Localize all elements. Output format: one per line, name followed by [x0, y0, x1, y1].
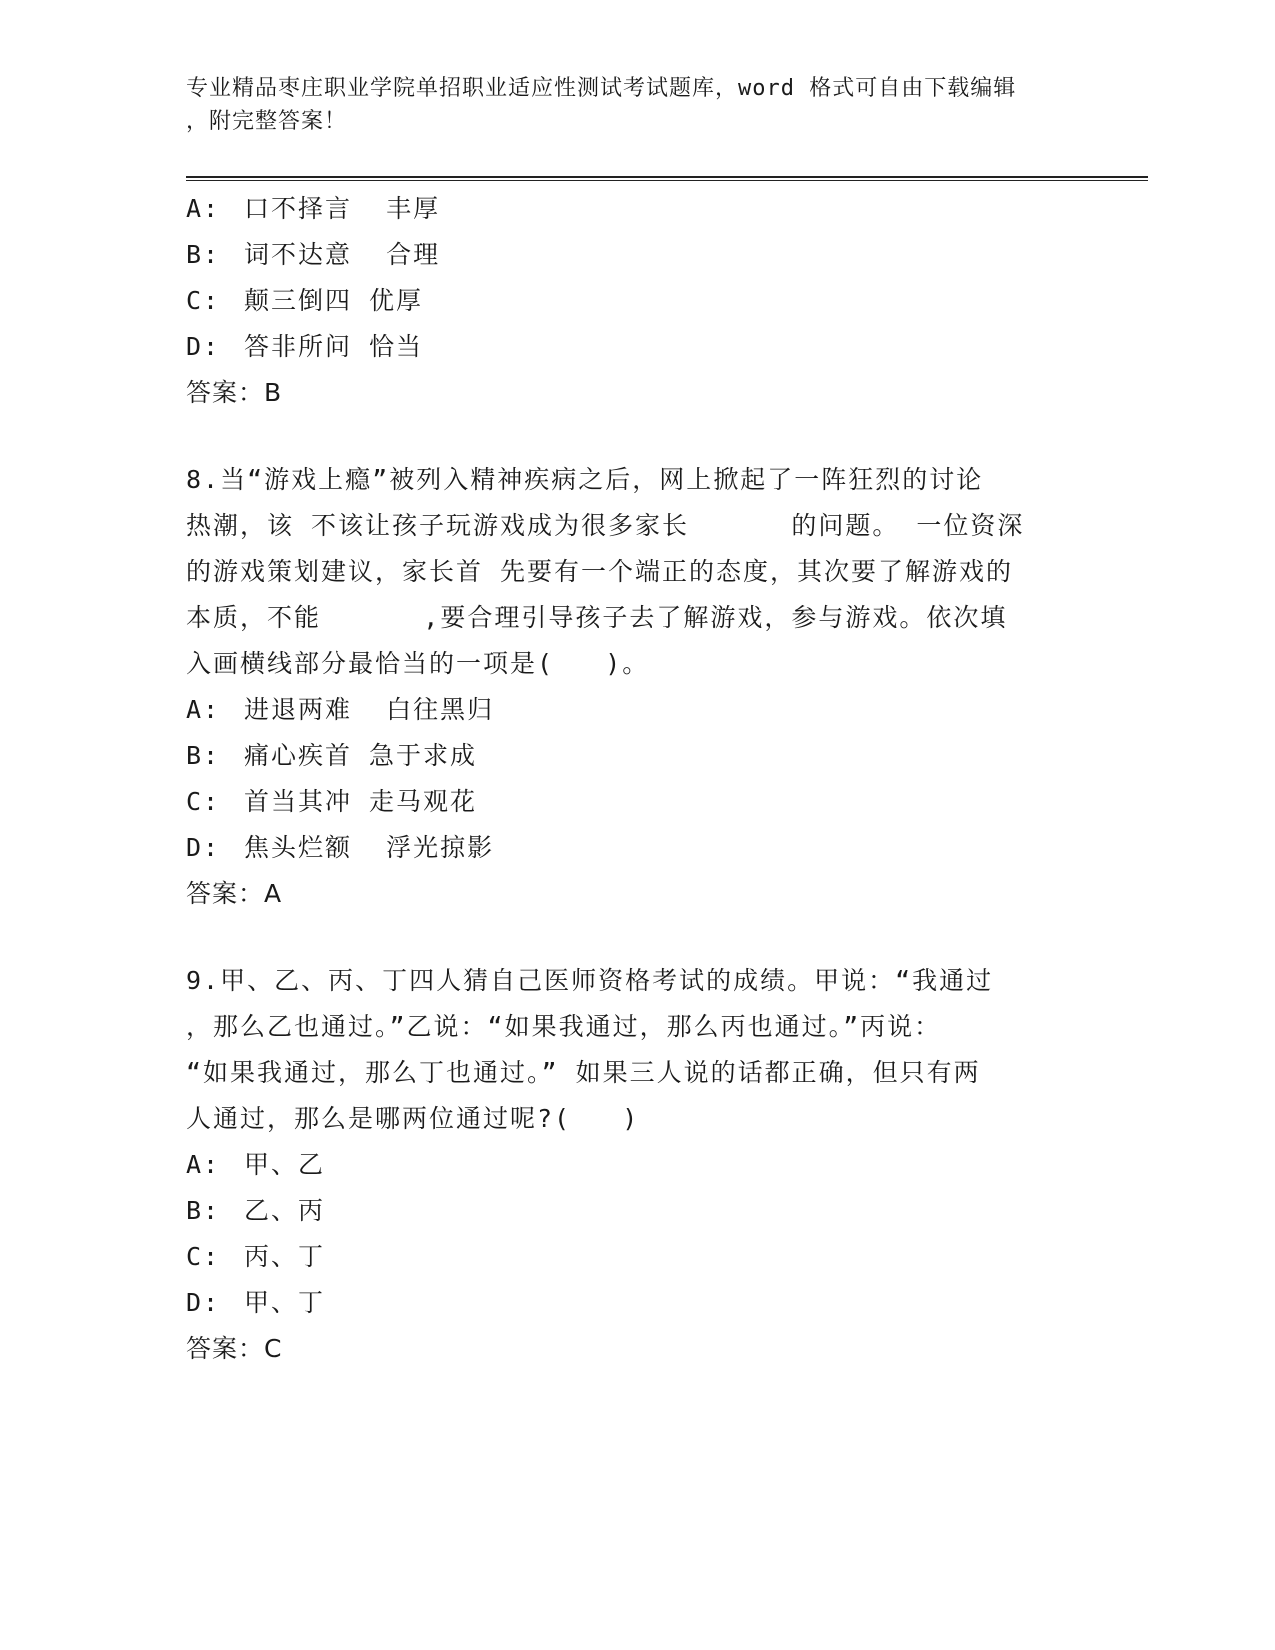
option-text: 首当其冲 走马观花 [244, 787, 478, 816]
option-c [186, 278, 1066, 324]
option-b [186, 1188, 1066, 1234]
option-text: 答非所问 恰当 [244, 332, 424, 361]
option-text: 焦头烂额 浮光掠影 [244, 833, 495, 862]
question-stem-line: 入画横线部分最恰当的一项是( )。 [186, 649, 650, 678]
document-header [186, 72, 1066, 138]
question-stem-line: 本质，不能 ,要合理引导孩子去了解游戏，参与游戏。依次填 [186, 603, 1008, 632]
question-7 [186, 186, 1066, 416]
option-label: D: [186, 1288, 221, 1317]
question-9 [186, 958, 1066, 1372]
option-label: D: [186, 332, 221, 361]
question-stem-line: 人通过，那么是哪两位通过呢?( ) [186, 1104, 640, 1133]
option-a [186, 186, 1066, 232]
option-label: A: [186, 695, 221, 724]
option-label: A: [186, 194, 221, 223]
header-line-1: 专业精品枣庄职业学院单招职业适应性测试考试题库，word 格式可自由下载编辑 [186, 76, 1017, 101]
question-stem-line: ，那么乙也通过。”乙说：“如果我通过，那么丙也通过。”丙说： [186, 1012, 942, 1041]
header-rule-thick [186, 176, 1148, 178]
header-line-2: ，附完整答案！ [186, 109, 348, 134]
option-d [186, 825, 1066, 871]
option-text: 丙、丁 [244, 1242, 326, 1271]
option-c [186, 1234, 1066, 1280]
option-label: A: [186, 1150, 221, 1179]
option-label: C: [186, 286, 221, 315]
question-list [186, 186, 1066, 1372]
option-label: B: [186, 741, 221, 770]
option-a [186, 1142, 1066, 1188]
option-c [186, 779, 1066, 825]
question-stem-line: 8.当“游戏上瘾”被列入精神疾病之后，网上掀起了一阵狂烈的讨论 [186, 465, 984, 494]
header-rule-thin [186, 180, 1148, 181]
option-text: 甲、乙 [244, 1150, 326, 1179]
option-label: B: [186, 1196, 221, 1225]
option-text: 乙、丙 [244, 1196, 326, 1225]
question-8 [186, 457, 1066, 917]
option-b [186, 232, 1066, 278]
question-stem-line: 热潮，该 不该让孩子玩游戏成为很多家长 的问题。 一位资深 [186, 511, 1025, 540]
answer-line: 答案：A [186, 879, 283, 908]
option-text: 进退两难 白往黑归 [244, 695, 495, 724]
option-d [186, 324, 1066, 370]
option-text: 甲、丁 [244, 1288, 326, 1317]
option-label: C: [186, 1242, 221, 1271]
option-text: 颠三倒四 优厚 [244, 286, 424, 315]
option-label: D: [186, 833, 221, 862]
option-label: C: [186, 787, 221, 816]
answer-line: 答案：B [186, 378, 283, 407]
option-text: 痛心疾首 急于求成 [244, 741, 478, 770]
question-stem-line: 9.甲、乙、丙、丁四人猜自己医师资格考试的成绩。甲说：“我通过 [186, 966, 994, 995]
question-stem-line: “如果我通过，那么丁也通过。” 如果三人说的话都正确，但只有两 [186, 1058, 981, 1087]
question-stem-line: 的游戏策划建议，家长首 先要有一个端正的态度，其次要了解游戏的 [186, 557, 1014, 586]
option-a [186, 687, 1066, 733]
spacer [186, 416, 1066, 457]
spacer [186, 917, 1066, 958]
answer-line: 答案：C [186, 1334, 283, 1363]
option-text: 口不择言 丰厚 [244, 194, 441, 223]
option-text: 词不达意 合理 [244, 240, 441, 269]
option-b [186, 733, 1066, 779]
option-label: B: [186, 240, 221, 269]
option-d [186, 1280, 1066, 1326]
